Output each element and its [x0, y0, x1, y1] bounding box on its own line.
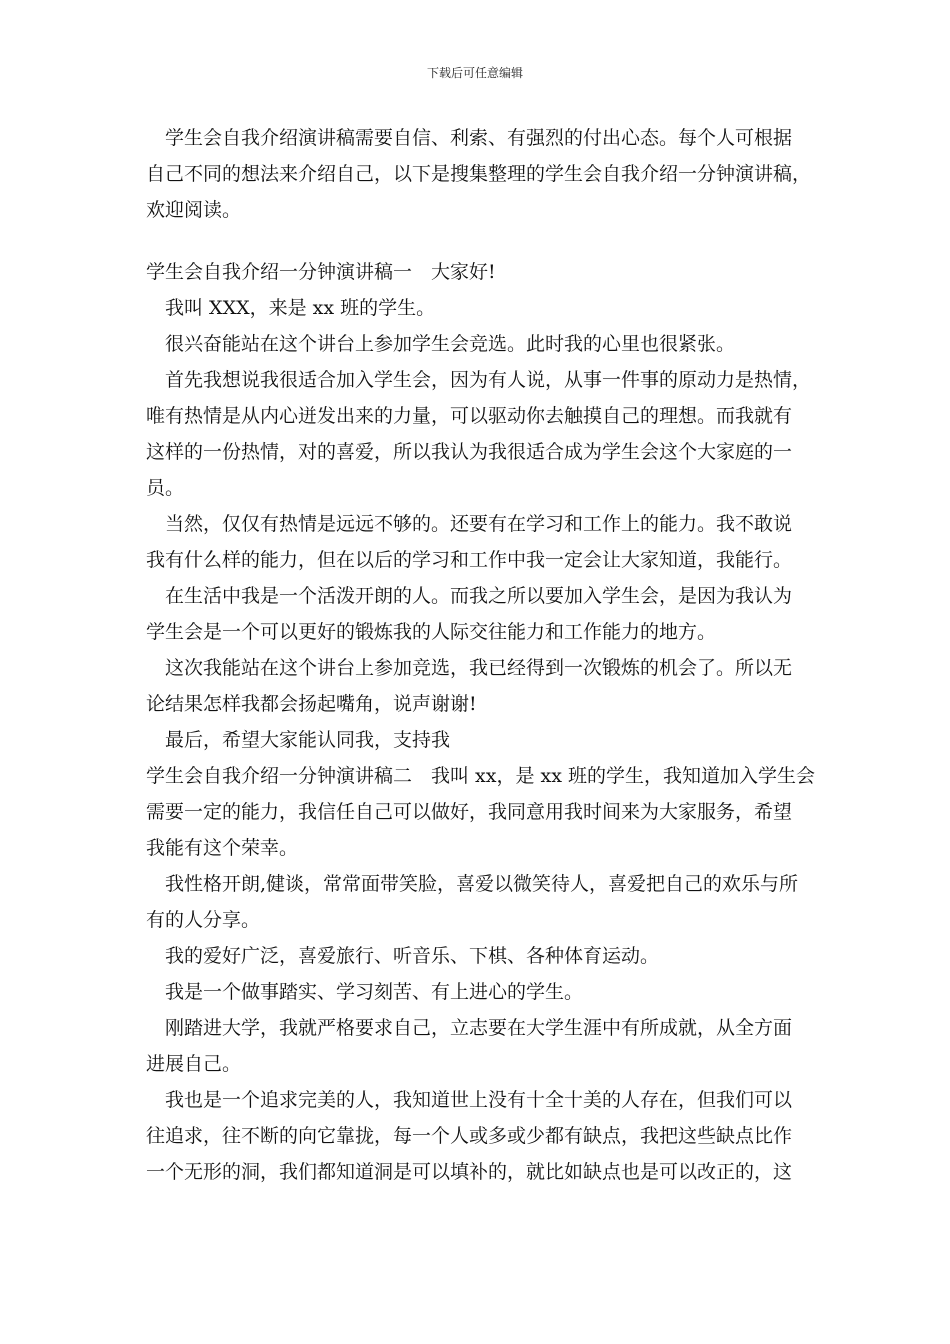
text-line: 我也是一个追求完美的人，我知道世上没有十全十美的人存在，但我们可以	[146, 1089, 793, 1111]
text-line: 员。	[146, 477, 185, 499]
text-line: 当然，仅仅有热情是远远不够的。还要有在学习和工作上的能力。我不敢说	[146, 513, 793, 535]
section-title-1: 学生会自我介绍一分钟演讲稿一 大家好!	[146, 261, 496, 283]
page-header: 下载后可任意编辑	[426, 66, 523, 80]
document-body	[146, 120, 814, 1190]
text-line: 需要一定的能力，我信任自己可以做好，我同意用我时间来为大家服务，希望	[146, 801, 793, 823]
text-line: 我有什么样的能力，但在以后的学习和工作中我一定会让大家知道，我能行。	[146, 549, 793, 571]
text-line: 这次我能站在这个讲台上参加竞选，我已经得到一次锻炼的机会了。所以无	[146, 657, 793, 679]
text-line: 刚踏进大学，我就严格要求自己，立志要在大学生涯中有所成就，从全方面	[146, 1017, 793, 1039]
text-line: 首先我想说我很适合加入学生会，因为有人说，从事一件事的原动力是热情，	[146, 369, 812, 391]
text-line: 学生会自我介绍演讲稿需要自信、利索、有强烈的付出心态。每个人可根据	[146, 127, 793, 149]
text-line: 我能有这个荣幸。	[146, 837, 299, 859]
text-line: 欢迎阅读。	[146, 199, 242, 221]
text-line: 在生活中我是一个活泼开朗的人。而我之所以要加入学生会，是因为我认为	[146, 585, 793, 607]
text-line: 一个无形的洞，我们都知道洞是可以填补的，就比如缺点也是可以改正的，这	[146, 1161, 793, 1183]
text-line: 论结果怎样我都会扬起嘴角，说声谢谢!	[146, 693, 477, 715]
text-line: 我叫 XXX，来是 xx 班的学生。	[146, 297, 436, 319]
text-line: 学生会是一个可以更好的锻炼我的人际交往能力和工作能力的地方。	[146, 621, 717, 643]
text-line: 自己不同的想法来介绍自己，以下是搜集整理的学生会自我介绍一分钟演讲稿，	[146, 163, 812, 185]
text-line: 往追求，往不断的向它靠拢，每一个人或多或少都有缺点，我把这些缺点比作	[146, 1125, 793, 1147]
blank-line	[146, 228, 814, 254]
text-line: 有的人分享。	[146, 909, 261, 931]
text-line: 最后，希望大家能认同我，支持我	[146, 729, 451, 751]
text-line: 唯有热情是从内心迸发出来的力量，可以驱动你去触摸自己的理想。而我就有	[146, 405, 793, 427]
section-title-2: 学生会自我介绍一分钟演讲稿二 我叫 xx，是 xx 班的学生，我知道加入学生会	[146, 765, 815, 787]
text-line: 我的爱好广泛，喜爱旅行、听音乐、下棋、各种体育运动。	[146, 945, 660, 967]
text-line: 进展自己。	[146, 1053, 242, 1075]
text-line: 我性格开朗,健谈，常常面带笑脸，喜爱以微笑待人，喜爱把自己的欢乐与所	[146, 873, 799, 895]
text-line: 我是一个做事踏实、学习刻苦、有上进心的学生。	[146, 981, 584, 1003]
text-line: 这样的一份热情，对的喜爱，所以我认为我很适合成为学生会这个大家庭的一	[146, 441, 793, 463]
text-line: 很兴奋能站在这个讲台上参加学生会竞选。此时我的心里也很紧张。	[146, 333, 736, 355]
